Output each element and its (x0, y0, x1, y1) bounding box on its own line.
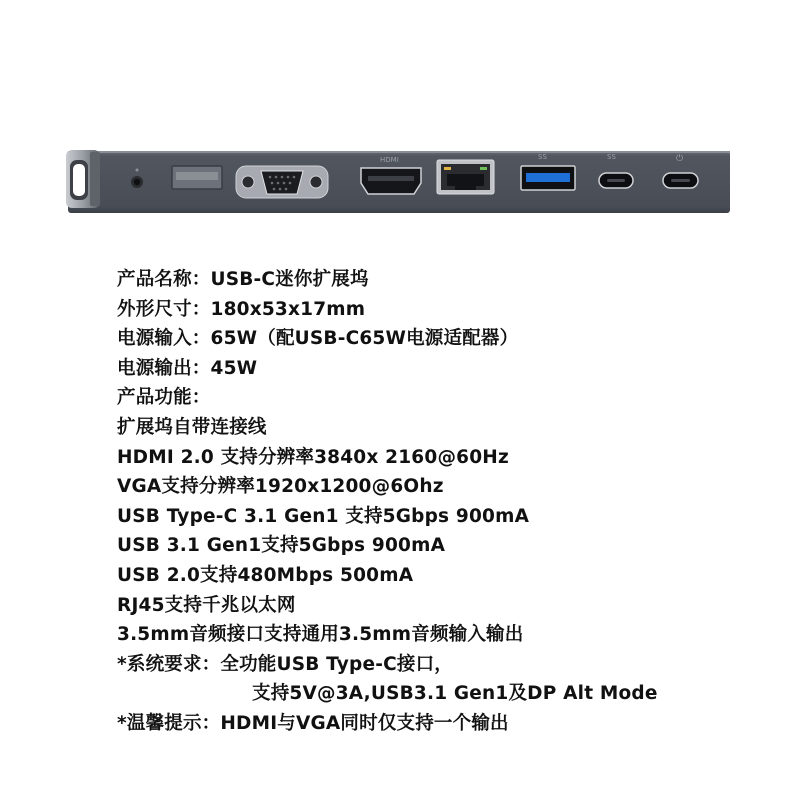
rj45-port (437, 160, 494, 194)
spec-built-in-cable: 扩展坞自带连接线 (117, 416, 267, 438)
spec-usb31: USB 3.1 Gen1支持5Gbps 900mA (117, 535, 446, 557)
vga-port (236, 166, 328, 198)
spec-hdmi: HDMI 2.0 支持分辨率3840x 2160@60Hz (117, 446, 509, 468)
spec-product-name: 产品名称：USB-C迷你扩展坞 (117, 269, 369, 290)
hdmi-label: HDMI (380, 156, 399, 164)
usb2-port (172, 166, 222, 189)
spec-usb-c: USB Type-C 3.1 Gen1 支持5Gbps 900mA (117, 505, 530, 527)
dock-illustration (0, 0, 800, 260)
cable-clip (66, 150, 100, 208)
spec-power-input: 电源输入：65W（配USB-C65W电源适配器） (117, 328, 519, 350)
spec-dimensions: 外形尺寸：180x53x17mm (117, 298, 366, 320)
product-photo (0, 0, 800, 260)
usb3-label: SS (538, 153, 547, 161)
spec-system-requirement-detail: 支持5V@3A,USB3.1 Gen1及DP Alt Mode (252, 683, 658, 705)
spec-notice: *温馨提示：HDMI与VGA同时仅支持一个输出 (117, 712, 509, 734)
spec-usb20: USB 2.0支持480Mbps 500mA (117, 564, 414, 586)
spec-vga: VGA支持分辨率1920x1200@6Ohz (117, 476, 444, 498)
spec-power-output: 电源输出：45W (117, 357, 258, 379)
power-label: ⏻ (676, 154, 684, 164)
usb-c-label: SS (607, 153, 616, 161)
spec-system-requirement: *系统要求：全功能USB Type-C接口， (117, 653, 453, 675)
spec-features-heading: 产品功能： (117, 387, 211, 409)
spec-rj45: RJ45支持千兆以太网 (117, 594, 296, 616)
spec-list (117, 265, 777, 739)
spec-audio: 3.5mm音频接口支持通用3.5mm音频输入输出 (117, 624, 524, 646)
